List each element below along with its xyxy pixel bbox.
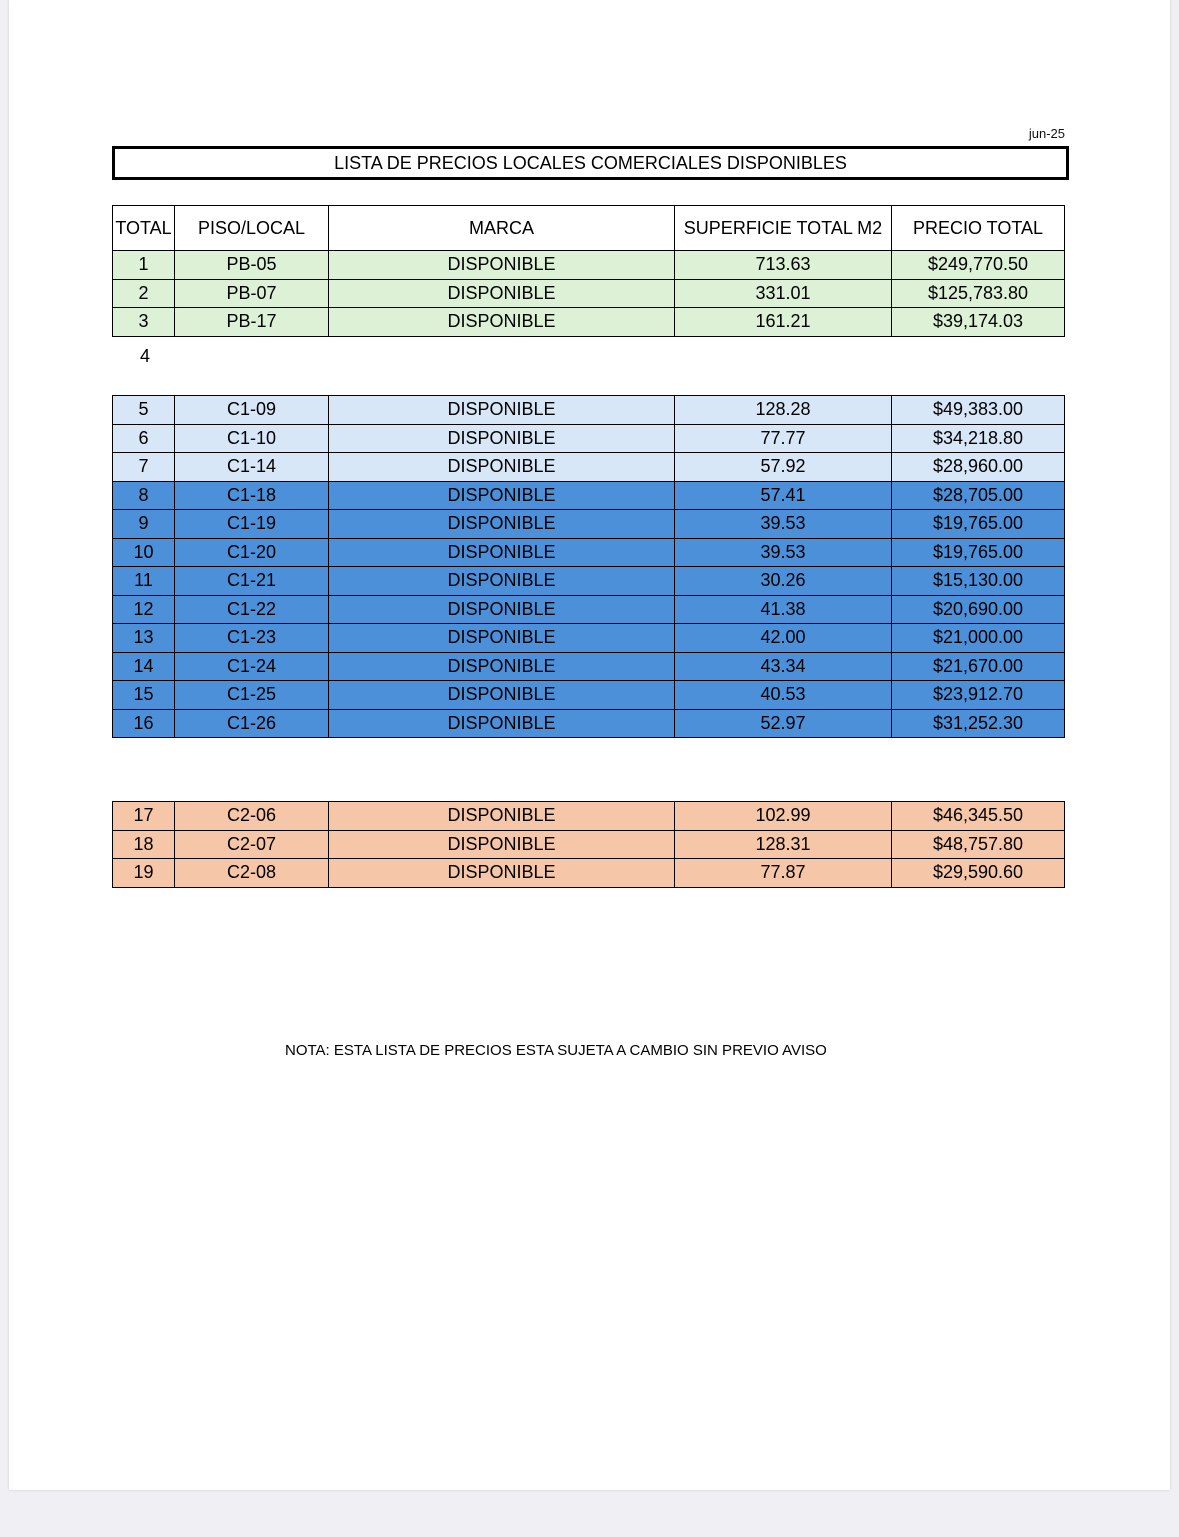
row-number-4: 4 [139, 346, 150, 366]
cell-piso-local: C1-25 [175, 681, 329, 710]
cell-superficie: 77.77 [675, 424, 892, 453]
cell-marca: DISPONIBLE [329, 595, 675, 624]
cell-superficie: 102.99 [675, 802, 892, 831]
table-row [113, 453, 1065, 482]
cell-total: 7 [113, 453, 175, 482]
price-table-c1 [112, 395, 1065, 738]
cell-piso-local: C1-26 [175, 709, 329, 738]
cell-superficie: 161.21 [675, 308, 892, 337]
header-marca: MARCA [329, 206, 675, 251]
price-table-pb [112, 205, 1065, 337]
cell-total: 12 [113, 595, 175, 624]
cell-superficie: 77.87 [675, 859, 892, 888]
cell-total: 19 [113, 859, 175, 888]
cell-total: 17 [113, 802, 175, 831]
cell-superficie: 713.63 [675, 251, 892, 280]
cell-marca: DISPONIBLE [329, 424, 675, 453]
table-row [113, 424, 1065, 453]
cell-precio: $19,765.00 [892, 510, 1065, 539]
table-row [113, 624, 1065, 653]
cell-superficie: 57.41 [675, 481, 892, 510]
cell-marca: DISPONIBLE [329, 251, 675, 280]
cell-total: 10 [113, 538, 175, 567]
cell-superficie: 57.92 [675, 453, 892, 482]
table-row [113, 652, 1065, 681]
cell-total: 11 [113, 567, 175, 596]
cell-total: 6 [113, 424, 175, 453]
cell-superficie: 128.28 [675, 396, 892, 425]
cell-marca: DISPONIBLE [329, 279, 675, 308]
cell-piso-local: PB-17 [175, 308, 329, 337]
cell-precio: $28,960.00 [892, 453, 1065, 482]
cell-superficie: 331.01 [675, 279, 892, 308]
cell-piso-local: PB-07 [175, 279, 329, 308]
cell-total: 9 [113, 510, 175, 539]
cell-superficie: 42.00 [675, 624, 892, 653]
cell-precio: $29,590.60 [892, 859, 1065, 888]
cell-marca: DISPONIBLE [329, 709, 675, 738]
cell-marca: DISPONIBLE [329, 481, 675, 510]
cell-precio: $39,174.03 [892, 308, 1065, 337]
cell-marca: DISPONIBLE [329, 308, 675, 337]
table-row [113, 396, 1065, 425]
cell-piso-local: C1-20 [175, 538, 329, 567]
header-precio: PRECIO TOTAL [892, 206, 1065, 251]
cell-marca: DISPONIBLE [329, 652, 675, 681]
cell-total: 18 [113, 830, 175, 859]
cell-marca: DISPONIBLE [329, 859, 675, 888]
cell-piso-local: C1-22 [175, 595, 329, 624]
table-row [113, 279, 1065, 308]
cell-marca: DISPONIBLE [329, 453, 675, 482]
cell-total: 2 [113, 279, 175, 308]
cell-marca: DISPONIBLE [329, 567, 675, 596]
cell-superficie: 39.53 [675, 538, 892, 567]
cell-total: 5 [113, 396, 175, 425]
table-header-row [113, 206, 1065, 251]
cell-superficie: 40.53 [675, 681, 892, 710]
cell-superficie: 43.34 [675, 652, 892, 681]
cell-total: 1 [113, 251, 175, 280]
cell-total: 16 [113, 709, 175, 738]
cell-total: 8 [113, 481, 175, 510]
cell-total: 14 [113, 652, 175, 681]
cell-precio: $48,757.80 [892, 830, 1065, 859]
cell-superficie: 39.53 [675, 510, 892, 539]
cell-precio: $249,770.50 [892, 251, 1065, 280]
cell-precio: $34,218.80 [892, 424, 1065, 453]
cell-precio: $31,252.30 [892, 709, 1065, 738]
cell-superficie: 128.31 [675, 830, 892, 859]
cell-superficie: 30.26 [675, 567, 892, 596]
cell-precio: $49,383.00 [892, 396, 1065, 425]
cell-precio: $21,670.00 [892, 652, 1065, 681]
table-row [113, 802, 1065, 831]
cell-piso-local: C2-08 [175, 859, 329, 888]
document-page [9, 0, 1170, 1490]
cell-piso-local: C1-21 [175, 567, 329, 596]
cell-marca: DISPONIBLE [329, 681, 675, 710]
cell-piso-local: C1-18 [175, 481, 329, 510]
cell-superficie: 52.97 [675, 709, 892, 738]
cell-precio: $23,912.70 [892, 681, 1065, 710]
cell-superficie: 41.38 [675, 595, 892, 624]
cell-precio: $125,783.80 [892, 279, 1065, 308]
cell-precio: $28,705.00 [892, 481, 1065, 510]
cell-marca: DISPONIBLE [329, 802, 675, 831]
cell-piso-local: C2-07 [175, 830, 329, 859]
table-row [113, 681, 1065, 710]
table-row [113, 830, 1065, 859]
header-superficie: SUPERFICIE TOTAL M2 [675, 206, 892, 251]
price-table-c2 [112, 801, 1065, 888]
cell-piso-local: C1-14 [175, 453, 329, 482]
page-title: LISTA DE PRECIOS LOCALES COMERCIALES DISPONIBLES [112, 146, 1069, 180]
cell-precio: $15,130.00 [892, 567, 1065, 596]
cell-piso-local: C1-10 [175, 424, 329, 453]
cell-marca: DISPONIBLE [329, 538, 675, 567]
table-row [113, 709, 1065, 738]
cell-piso-local: C1-24 [175, 652, 329, 681]
table-row [113, 595, 1065, 624]
cell-piso-local: C1-19 [175, 510, 329, 539]
table-row [113, 510, 1065, 539]
cell-piso-local: PB-05 [175, 251, 329, 280]
cell-piso-local: C1-09 [175, 396, 329, 425]
cell-marca: DISPONIBLE [329, 624, 675, 653]
cell-precio: $46,345.50 [892, 802, 1065, 831]
table-row [113, 859, 1065, 888]
header-piso-local: PISO/LOCAL [175, 206, 329, 251]
cell-total: 13 [113, 624, 175, 653]
cell-precio: $21,000.00 [892, 624, 1065, 653]
table-row [113, 308, 1065, 337]
cell-precio: $19,765.00 [892, 538, 1065, 567]
header-total: TOTAL [113, 206, 175, 251]
table-row [113, 567, 1065, 596]
cell-marca: DISPONIBLE [329, 830, 675, 859]
price-note: NOTA: ESTA LISTA DE PRECIOS ESTA SUJETA A CAMBIO SIN PREVIO AVISO [285, 1042, 827, 1059]
table-row [113, 481, 1065, 510]
cell-piso-local: C2-06 [175, 802, 329, 831]
cell-precio: $20,690.00 [892, 595, 1065, 624]
table-row [113, 251, 1065, 280]
table-row [113, 538, 1065, 567]
date-label: jun-25 [1028, 126, 1065, 141]
cell-total: 15 [113, 681, 175, 710]
cell-total: 3 [113, 308, 175, 337]
cell-marca: DISPONIBLE [329, 396, 675, 425]
cell-marca: DISPONIBLE [329, 510, 675, 539]
cell-piso-local: C1-23 [175, 624, 329, 653]
